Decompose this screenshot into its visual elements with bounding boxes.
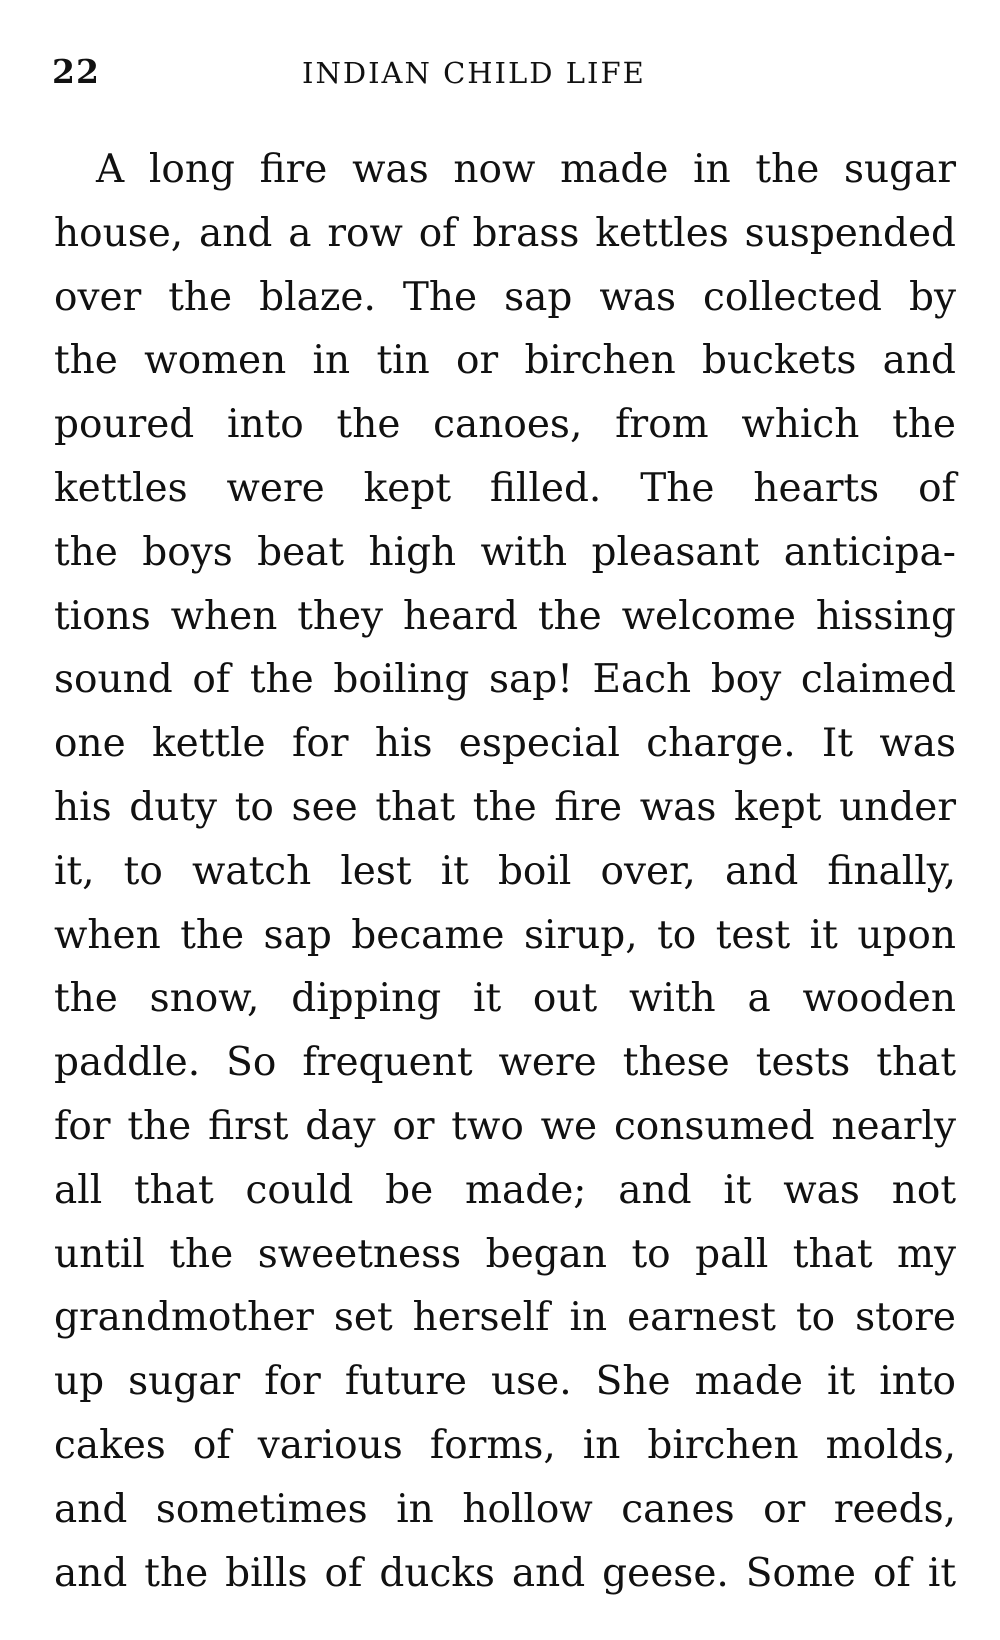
text-line: and sometimes in hollow canes or reeds, xyxy=(54,1486,956,1532)
text-line: it, to watch lest it boil over, and finally, xyxy=(54,848,956,894)
running-title: INDIAN CHILD LIFE xyxy=(302,56,646,90)
text-line: over the blaze. The sap was collected by xyxy=(54,274,956,320)
text-line: the women in tin or birchen buckets and xyxy=(54,338,956,384)
text-line: cakes of various forms, in birchen molds, xyxy=(54,1422,956,1468)
text-line: one kettle for his especial charge. It was xyxy=(54,721,956,767)
text-line: A long fire was now made in the sugar xyxy=(96,147,956,192)
page-number: 22 xyxy=(52,52,100,91)
text-line: until the sweetness began to pall that my xyxy=(54,1231,956,1277)
text-line: house, and a row of brass kettles suspended xyxy=(54,210,956,256)
text-line: up sugar for future use. She made it into xyxy=(54,1359,956,1405)
text-line: all that could be made; and it was not xyxy=(54,1167,956,1213)
text-line: the snow, dipping it out with a wooden xyxy=(54,976,956,1022)
text-line: grandmother set herself in earnest to store xyxy=(54,1295,956,1341)
text-line: kettles were kept filled. The hearts of xyxy=(54,465,956,511)
text-line: and the bills of ducks and geese. Some of it xyxy=(54,1550,956,1596)
text-line: sound of the boiling sap! Each boy claimed xyxy=(54,657,956,703)
text-line: poured into the canoes, from which the xyxy=(54,402,956,448)
text-line: when the sap became sirup, to test it upon xyxy=(54,912,956,958)
running-header xyxy=(52,52,952,96)
text-line: his duty to see that the fire was kept under xyxy=(54,784,956,830)
text-line: tions when they heard the welcome hissing xyxy=(54,593,956,639)
text-line: paddle. So frequent were these tests that xyxy=(54,1040,956,1086)
body-paragraph xyxy=(54,138,956,1605)
text-line: the boys beat high with pleasant anticipa- xyxy=(54,529,956,575)
text-line: for the first day or two we consumed nearly xyxy=(54,1103,956,1149)
